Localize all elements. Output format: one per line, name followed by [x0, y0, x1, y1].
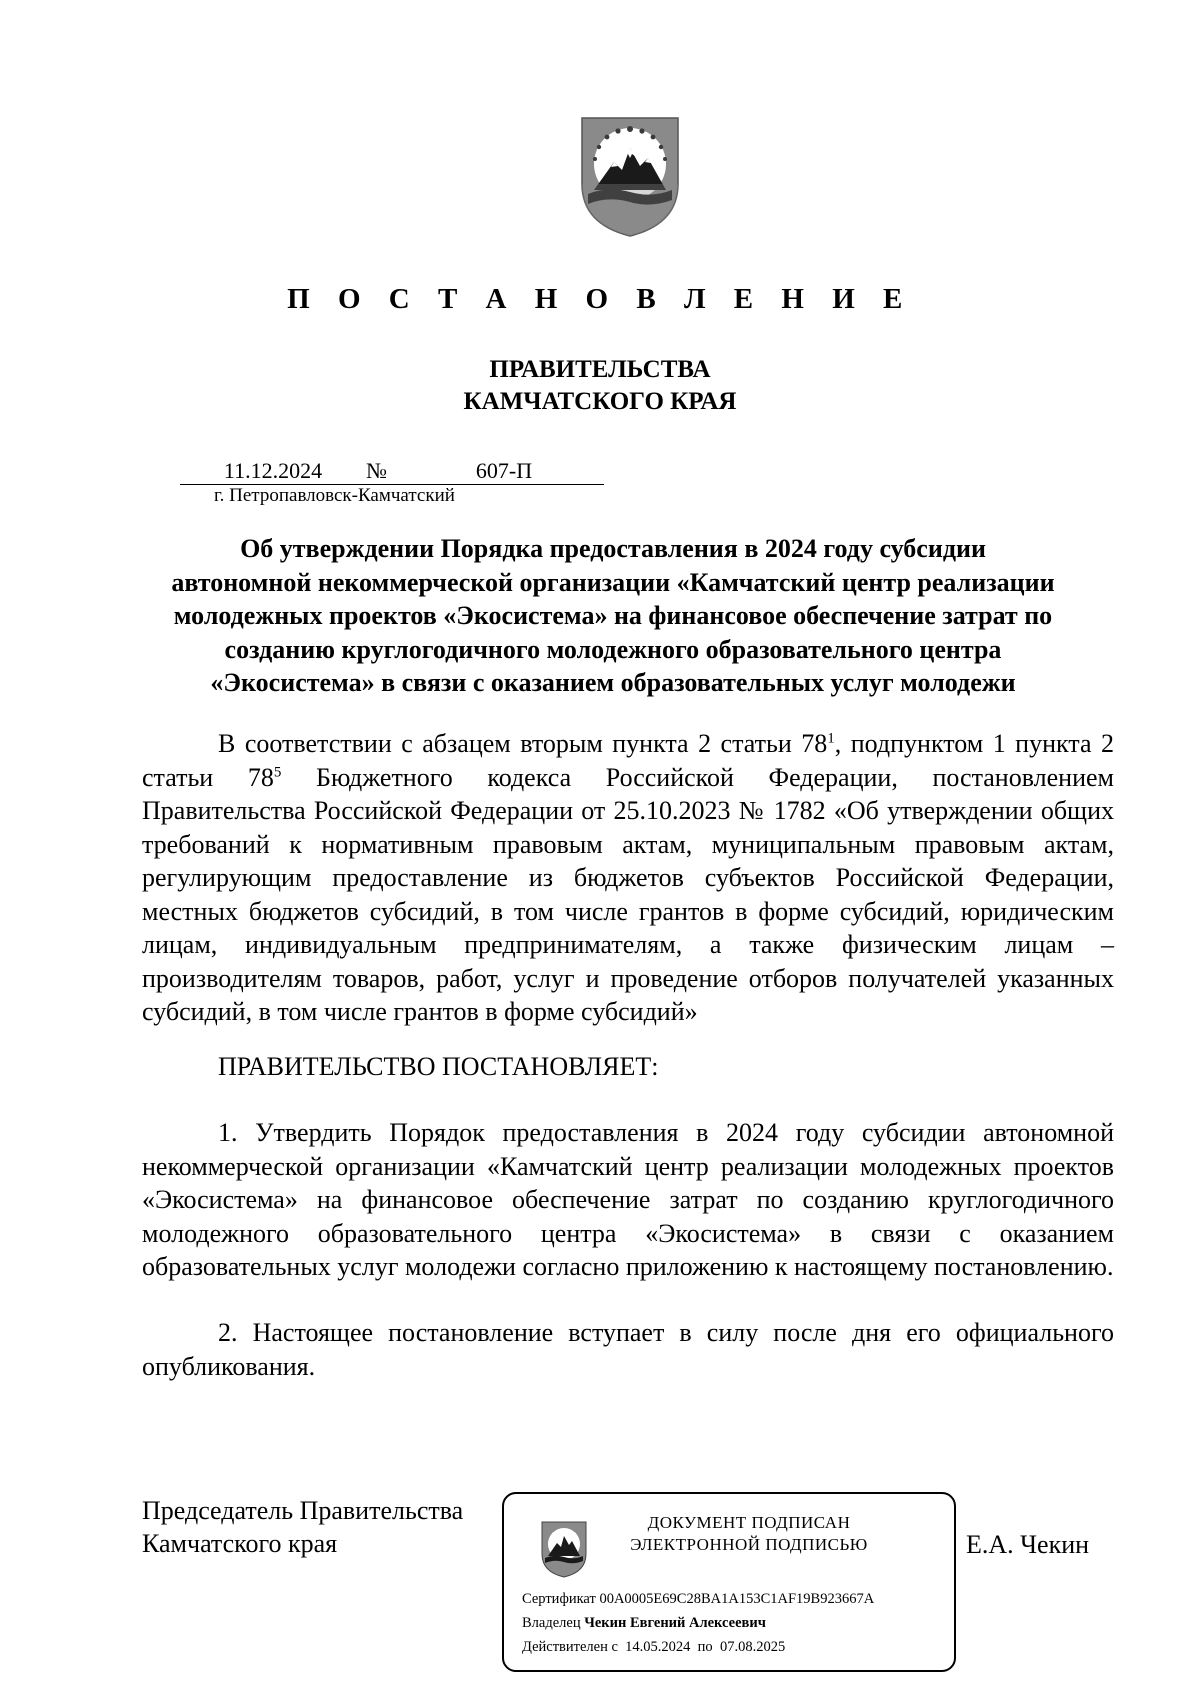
number-sign: №: [366, 458, 404, 485]
heading-line: «Экосистема» в связи с оказанием образовательных услуг молодежи: [210, 668, 1016, 697]
document-type-title: П О С Т А Н О В Л Е Н И Е: [287, 283, 913, 315]
preamble-paragraph: [142, 727, 1114, 1029]
stamp-title-line: ЭЛЕКТРОННОЙ ПОДПИСЬЮ: [630, 1535, 868, 1554]
government-line-1: ПРАВИТЕЛЬСТВА: [489, 356, 711, 383]
stamp-validity: [522, 1638, 785, 1656]
stamp-value: Чекин Евгений Алексеевич: [584, 1615, 766, 1631]
date-number-line: [180, 458, 604, 485]
city: г. Петропавловск-Камчатский: [214, 485, 455, 506]
superscript: 5: [273, 763, 282, 780]
electronic-signature-stamp: [502, 1492, 956, 1672]
document-date: 11.12.2024: [180, 458, 366, 485]
stamp-certificate: [522, 1590, 874, 1608]
superscript: 1: [827, 730, 835, 747]
heading-line: созданию круглогодичного молодежного образовательного центра: [224, 634, 1002, 664]
document-heading: [130, 532, 1096, 700]
decree-statement: ПРАВИТЕЛЬСТВО ПОСТАНОВЛЯЕТ:: [218, 1052, 659, 1081]
signatory-name: Е.А. Чекин: [966, 1530, 1090, 1559]
government-line-2: КАМЧАТСКОГО КРАЯ: [463, 388, 737, 415]
preamble-text: В соответствии с абзацем вторым пункта 2 статьи 78: [218, 729, 828, 758]
stamp-title-line: ДОКУМЕНТ ПОДПИСАН: [647, 1513, 851, 1532]
preamble-text: , подпунктом 1 пункта 2 статьи 78: [142, 729, 1114, 792]
stamp-owner: [522, 1614, 766, 1632]
position-line: Камчатского края: [142, 1529, 338, 1558]
stamp-label: Действителен с: [522, 1639, 618, 1655]
signatory-position: [142, 1494, 463, 1560]
heading-line: молодежных проектов «Экосистема» на финансовое обеспечение затрат по: [173, 601, 1053, 630]
stamp-label: Сертификат: [522, 1591, 596, 1607]
stamp-label: Владелец: [522, 1615, 581, 1631]
decree-item-1: 1. Утвердить Порядок предоставления в 2024 году субсидии автономной некоммерческой организации «Камчатский центр реализации молодежных проектов «Экосистема» на финансовое обеспечение затрат по созданию круглогодичного молодежного образовательного центра «Экосистема» в связи с оказанием образовательных услуг молодежи согласно приложению к настоящему постановлению.: [142, 1118, 1114, 1281]
stamp-value: 00A0005E69C28BA1A153C1AF19B923667A: [599, 1591, 875, 1607]
coat-of-arms-icon: [578, 112, 682, 238]
document-number: 607-П: [404, 458, 604, 485]
heading-line: Об утверждении Порядка предоставления в 2024 году субсидии: [240, 534, 986, 563]
preamble-text: Бюджетного кодекса Российской Федерации, постановлением Правительства Российской Федерации от 25.10.2023 № 1782 «Об утверждении общих требований к нормативным правовым актам, муниципальным правовым актам, регулирующим предоставление из бюджетов субъектов Российской Федерации, местных бюджетов субсидий, в том числе грантов в форме субсидий, юридическим лицам, индивидуальным предпринимателям, а также физическим лицам – производителям товаров, работ, услуг и проведение отборов получателей указанных субсидий, в том числе грантов в форме субсидий»: [142, 762, 1114, 1026]
stamp-label: по: [697, 1639, 713, 1655]
decree-item-2: 2. Настоящее постановление вступает в силу после дня его официального опубликования.: [142, 1318, 1114, 1381]
stamp-value: 07.08.2025: [719, 1639, 786, 1655]
position-line: Председатель Правительства: [142, 1496, 464, 1525]
stamp-title: [624, 1512, 874, 1556]
stamp-value: 14.05.2024: [625, 1639, 691, 1655]
stamp-emblem-icon: [540, 1520, 588, 1578]
heading-line: автономной некоммерческой организации «Камчатский центр реализации: [171, 567, 1055, 597]
